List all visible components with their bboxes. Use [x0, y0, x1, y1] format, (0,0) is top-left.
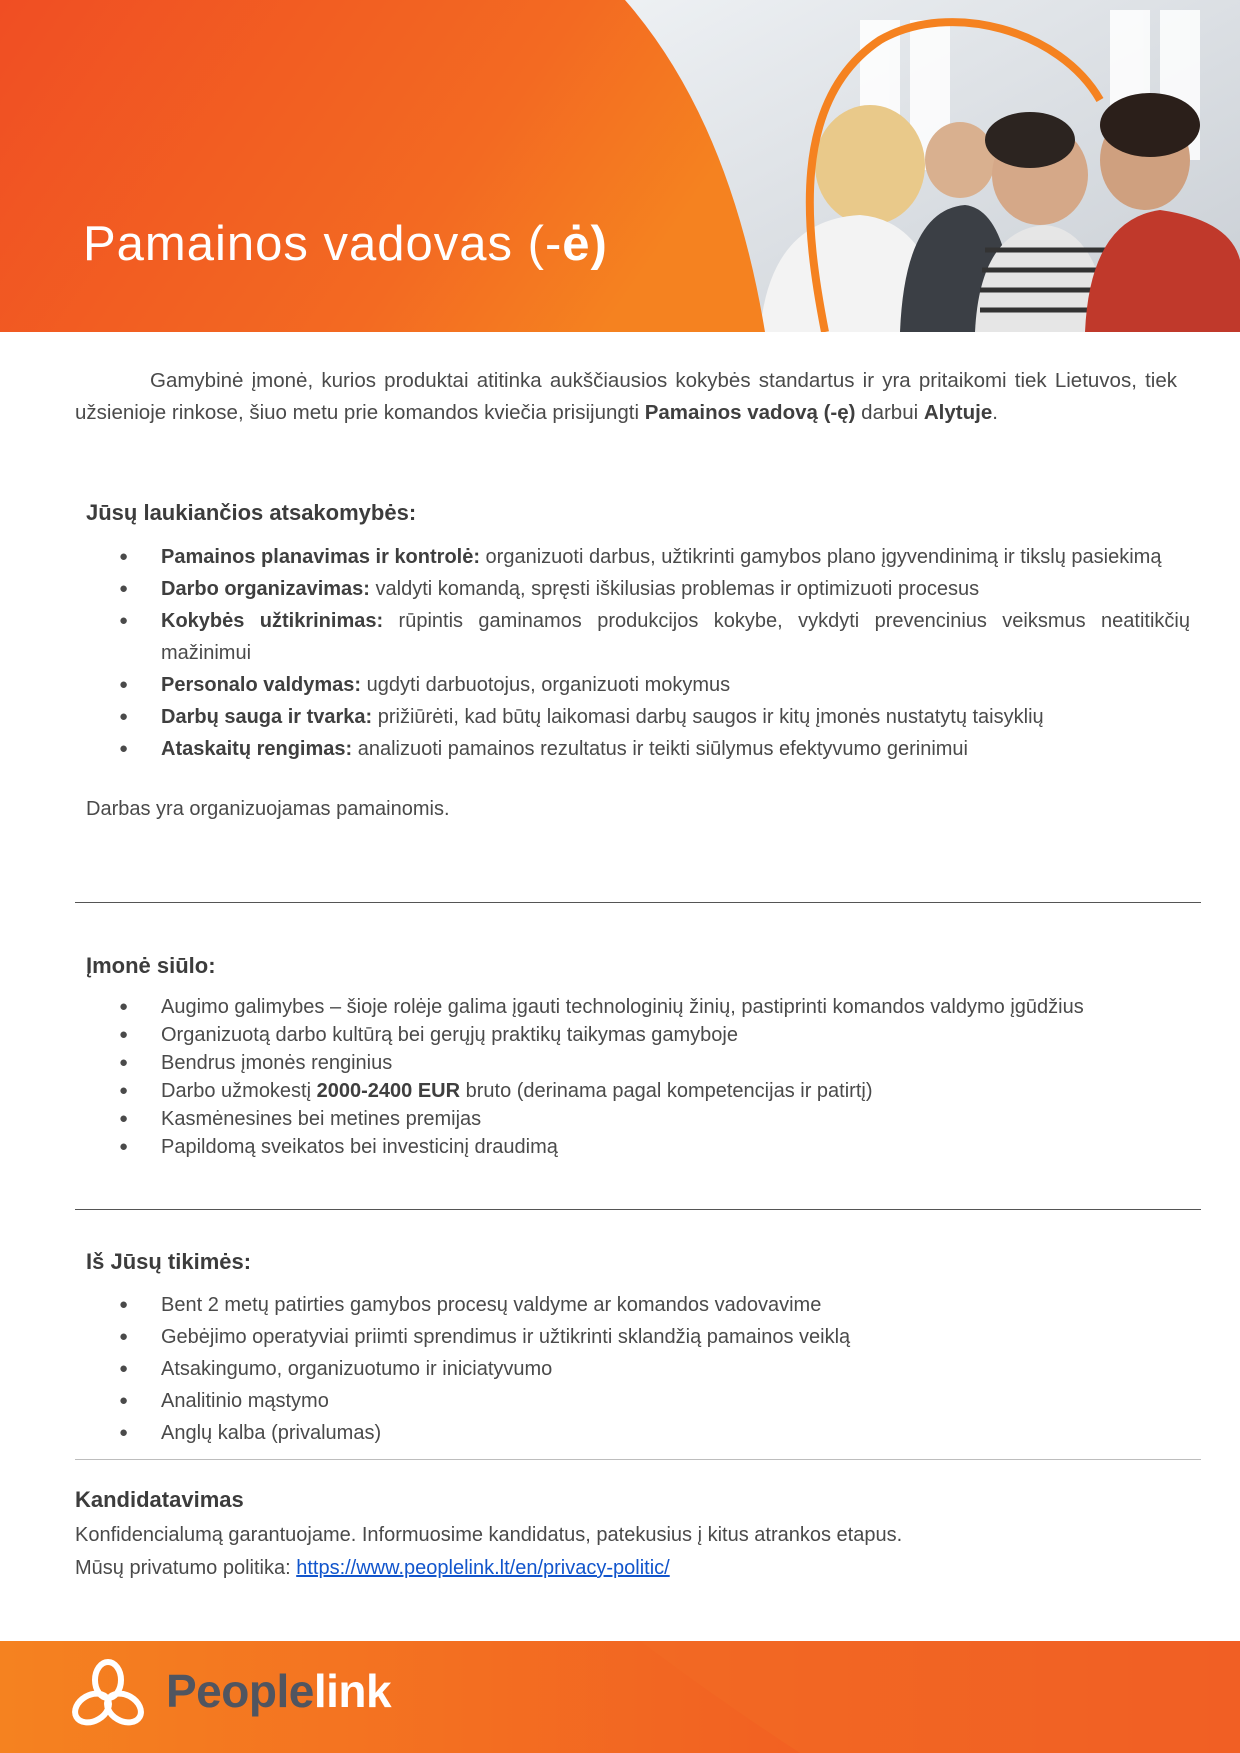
- list-item: ● Augimo galimybes – šioje rolėje galima įgauti technologinių žinių, pastiprinti komandos valdymo įgūdžius: [86, 993, 1196, 1021]
- divider: [75, 1209, 1201, 1210]
- page-title: Pamainos vadovas (-ė): [83, 217, 608, 271]
- bullet-icon: ●: [119, 1424, 129, 1441]
- bullet-icon: ●: [119, 612, 129, 629]
- offer-title: Įmonė siūlo:: [86, 953, 216, 978]
- peoplelink-logo: Peoplelink: [166, 1665, 392, 1717]
- privacy-label: Mūsų privatumo politika:: [75, 1557, 297, 1579]
- list-item: ● Organizuotą darbo kultūrą bei gerųjų praktikų taikymas gamyboje: [86, 1021, 1196, 1049]
- responsibilities-list: [86, 541, 1190, 765]
- list-item: ● Anglų kalba (privalumas): [86, 1417, 1196, 1449]
- bullet-icon: ●: [119, 548, 129, 565]
- list-item: ● Gebėjimo operatyviai priimti sprendimus ir užtikrinti sklandžią pamainos veiklą: [86, 1321, 1196, 1353]
- bullet-icon: ●: [119, 1296, 129, 1313]
- shift-note: Darbas yra organizuojamas pamainomis.: [86, 798, 450, 820]
- privacy-policy-link[interactable]: https://www.peoplelink.lt/en/privacy-politic/: [296, 1557, 670, 1579]
- bullet-icon: ●: [119, 1026, 129, 1043]
- list-item: ● Pamainos planavimas ir kontrolė: organizuoti darbus, užtikrinti gamybos plano įgyvendinimą ir tikslų pasiekimą: [86, 541, 1190, 573]
- list-item: ● Atsakingumo, organizuotumo ir iniciatyvumo: [86, 1353, 1196, 1385]
- bullet-icon: ●: [119, 1110, 129, 1127]
- bullet-icon: ●: [119, 1054, 129, 1071]
- header-banner: [0, 0, 1240, 332]
- list-item: ● Darbo užmokestį 2000-2400 EUR bruto (derinama pagal kompetencijas ir patirtį): [86, 1077, 1196, 1105]
- bullet-icon: ●: [119, 1082, 129, 1099]
- bullet-icon: ●: [119, 1138, 129, 1155]
- expect-title: Iš Jūsų tikimės:: [86, 1249, 252, 1274]
- confidentiality-note: Konfidencialumą garantuojame. Informuosime kandidatus, patekusius į kitus atrankos etapus.: [75, 1524, 903, 1546]
- list-item: ● Kokybės užtikrinimas: rūpintis gaminamos produkcijos kokybe, vykdyti prevencinius veiksmus neatitikčių mažinimui: [86, 605, 1190, 669]
- bullet-icon: ●: [119, 1360, 129, 1377]
- candidacy-title: Kandidatavimas: [75, 1487, 244, 1512]
- divider: [75, 1459, 1201, 1460]
- bullet-icon: ●: [119, 580, 129, 597]
- list-item: ● Bendrus įmonės renginius: [86, 1049, 1196, 1077]
- list-item: ● Ataskaitų rengimas: analizuoti pamainos rezultatus ir teikti siūlymus efektyvumo gerinimui: [86, 733, 1190, 765]
- list-item: ● Analitinio mąstymo: [86, 1385, 1196, 1417]
- bullet-icon: ●: [119, 740, 129, 757]
- expect-list: [86, 1289, 1196, 1449]
- bullet-icon: ●: [119, 1392, 129, 1409]
- header-background: [0, 0, 1240, 332]
- offer-list: [86, 993, 1196, 1161]
- bullet-icon: ●: [119, 676, 129, 693]
- list-item: ● Darbo organizavimas: valdyti komandą, spręsti iškilusias problemas ir optimizuoti procesus: [86, 573, 1190, 605]
- list-item: ● Bent 2 metų patirties gamybos procesų valdyme ar komandos vadovavime: [86, 1289, 1196, 1321]
- bullet-icon: ●: [119, 1328, 129, 1345]
- list-item: ● Papildomą sveikatos bei investicinį draudimą: [86, 1133, 1196, 1161]
- responsibilities-title: Jūsų laukiančios atsakomybės:: [86, 500, 417, 525]
- peoplelink-knot-icon: [68, 1658, 148, 1738]
- bullet-icon: ●: [119, 998, 129, 1015]
- footer-banner: [0, 1641, 1240, 1753]
- bullet-icon: ●: [119, 708, 129, 725]
- divider: [75, 902, 1201, 903]
- candidacy-text: [75, 1519, 902, 1585]
- list-item: ● Personalo valdymas: ugdyti darbuotojus, organizuoti mokymus: [86, 669, 1190, 701]
- intro-paragraph: Gamybinė įmonė, kurios produktai atitinka aukščiausios kokybės standartus ir yra pritaikomi tiek Lietuvos, tiek užsienioje rinkose, šiuo metu prie komandos kviečia prisijungti Pamainos vadovą (-ę) darbui Alytuje.: [75, 369, 1177, 424]
- list-item: ● Darbų sauga ir tvarka: prižiūrėti, kad būtų laikomasi darbų saugos ir kitų įmonės nustatytų taisyklių: [86, 701, 1190, 733]
- list-item: ● Kasmėnesines bei metines premijas: [86, 1105, 1196, 1133]
